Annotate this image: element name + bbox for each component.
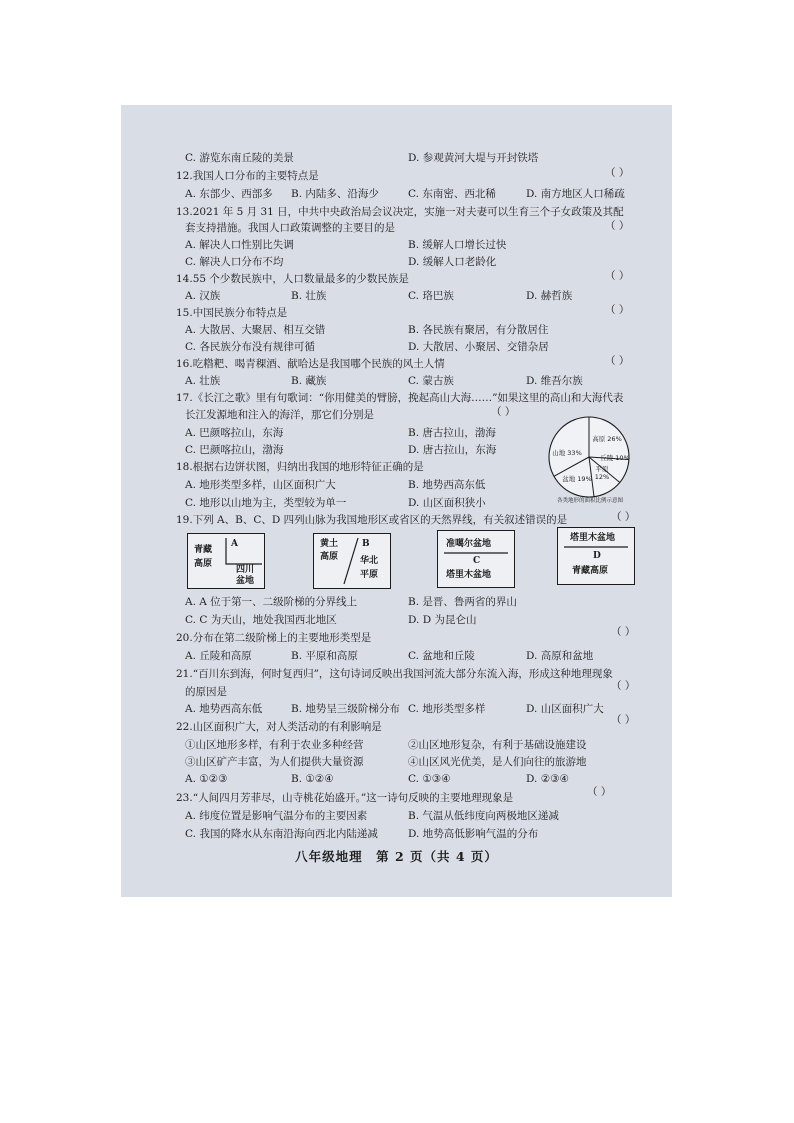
- q14-answer-paren: （ ）: [605, 270, 630, 282]
- q19-option-a: A. A 位于第一、二级阶梯的分界线上: [185, 596, 358, 608]
- box-a-region-br-1: 四川: [236, 565, 255, 575]
- q22-option-b: B. ①②④: [291, 773, 334, 785]
- mountain-box-d: [557, 527, 635, 585]
- q23-option-c: C. 我国的降水从东南沿海向西北内陆递减: [185, 828, 378, 840]
- q16-option-b: B. 藏族: [291, 375, 327, 387]
- q19-option-c: C. C 为天山，地处我国西北地区: [185, 614, 337, 626]
- q18-option-c: C. 地形以山地为主，类型较为单一: [185, 497, 347, 509]
- pie-label-丘陵: 丘陵 10%: [600, 454, 630, 462]
- q16-option-c: C. 蒙古族: [408, 375, 454, 387]
- q23-option-a: A. 纬度位置是影响气温分布的主要因素: [185, 810, 368, 822]
- box-c-region-top: 准噶尔盆地: [446, 539, 492, 549]
- box-b-region-tl-2: 高原: [320, 552, 339, 562]
- terrain-pie-svg: [535, 415, 643, 499]
- box-a-letter: A: [231, 539, 238, 549]
- mountain-box-b: [313, 533, 391, 589]
- q22-statement-2: ②山区地形复杂，有利于基础设施建设: [408, 739, 587, 751]
- q21-option-a: A. 地势西高东低: [185, 703, 263, 715]
- box-b-letter: B: [362, 539, 370, 549]
- pie-label-高原: 高原 26%: [592, 435, 622, 443]
- q21-answer-paren: （ ）: [611, 680, 636, 692]
- box-a-region-tl-1: 青藏: [194, 545, 213, 555]
- q22-statement-1: ①山区地形多样，有利于农业多种经营: [185, 739, 364, 751]
- q20-stem: 20.分布在第二级阶梯上的主要地形类型是: [176, 632, 372, 644]
- q18-option-a: A. 地形类型多样，山区面积广大: [185, 479, 336, 491]
- pie-chart-caption: 各类地形的面积比例示意图: [556, 498, 623, 504]
- q12-option-c: C. 东南密、西北稀: [408, 188, 496, 200]
- q14-stem: 14.55 个少数民族中，人口数量最多的少数民族是: [176, 273, 409, 285]
- q12-stem: 12.我国人口分布的主要特点是: [176, 170, 319, 182]
- mountain-box-c: [437, 530, 515, 588]
- box-d-letter: D: [593, 551, 601, 561]
- q18-option-b: B. 地势西高东低: [408, 479, 486, 491]
- q17-option-a: A. 巴颜喀拉山，东海: [185, 427, 284, 439]
- q13-option-a: A. 解决人口性别比失调: [185, 239, 294, 251]
- q19-option-b: B. 是晋、鲁两省的界山: [408, 596, 517, 608]
- q21-stem-line2: 的原因是: [185, 686, 227, 698]
- q15-answer-paren: （ ）: [605, 304, 630, 316]
- q13-option-b: B. 缓解人口增长过快: [408, 239, 507, 251]
- q19-option-d: D. D 为昆仑山: [408, 614, 477, 626]
- q15-option-a: A. 大散居、大聚居、相互交错: [185, 324, 326, 336]
- q12-option-d: D. 南方地区人口稀疏: [526, 188, 625, 200]
- q17-option-c: C. 巴颜喀拉山，渤海: [185, 444, 284, 456]
- q15-option-d: D. 大散居、小聚居、交错杂居: [408, 341, 549, 353]
- q13-stem-line1: 13.2021 年 5 月 31 日，中共中央政治局会议决定，实施一对夫妻可以生育三个子女政策及其配: [176, 206, 624, 218]
- q16-stem: 16.吃糌粑、喝青稞酒、献哈达是我国哪个民族的风土人情: [176, 358, 445, 370]
- q23-stem: 23.“人间四月芳菲尽，山寺桃花始盛开。”这一诗句反映的主要地理现象是: [176, 792, 514, 804]
- q11-option-d: D. 参观黄河大堤与开封铁塔: [408, 152, 539, 164]
- q22-statement-3: ③山区矿产丰富，为人们提供大量资源: [185, 756, 364, 768]
- q20-option-b: B. 平原和高原: [291, 650, 358, 662]
- q20-option-d: D. 高原和盆地: [526, 650, 594, 662]
- q22-option-d: D. ②③④: [526, 773, 569, 785]
- mountain-box-a: [187, 533, 265, 589]
- box-b-region-tl-1: 黄土: [320, 539, 339, 549]
- box-c-letter: C: [473, 556, 481, 566]
- q19-stem: 19.下列 A、B、C、D 四列山脉为我国地形区或省区的天然界线，有关叙述错误的是: [176, 514, 568, 526]
- q12-option-b: B. 内陆多、沿海少: [291, 188, 379, 200]
- box-a-region-tl-2: 高原: [194, 559, 213, 569]
- q23-answer-paren: （ ）: [587, 786, 612, 798]
- q18-stem: 18.根据右边饼状图，归纳出我国的地形特征正确的是: [176, 461, 424, 473]
- box-b-region-br-2: 平原: [360, 570, 379, 580]
- q23-option-b: B. 气温从低纬度向两极地区递减: [408, 810, 559, 822]
- q21-stem-line1: 21.“百川东到海，何时复西归”，这句诗词反映出我国河流大部分东流入海，形成这种地理现象: [176, 668, 613, 680]
- q11-option-c: C. 游览东南丘陵的美景: [185, 152, 294, 164]
- q15-option-b: B. 各民族有聚居，有分散居住: [408, 324, 549, 336]
- box-d-region-bottom: 青藏高原: [572, 566, 609, 576]
- q20-option-a: A. 丘陵和高原: [185, 650, 252, 662]
- q17-option-d: D. 唐古拉山，东海: [408, 444, 497, 456]
- box-b-region-br-1: 华北: [360, 556, 379, 566]
- q16-option-a: A. 壮族: [185, 375, 221, 387]
- q13-option-c: C. 解决人口分布不均: [185, 256, 284, 268]
- q15-stem: 15.中国民族分布特点是: [176, 307, 288, 319]
- q13-answer-paren: （ ）: [605, 220, 630, 232]
- q19-answer-paren: （ ）: [611, 511, 636, 523]
- q22-statement-4: ④山区风光优美，是人们向往的旅游地: [408, 756, 587, 768]
- exam-page: [121, 105, 672, 897]
- q22-option-c: C. ①③④: [408, 773, 451, 785]
- q17-stem-line2: 长江发源地和注入的海洋，那它们分别是: [185, 409, 374, 421]
- q14-option-d: D. 赫哲族: [526, 290, 573, 302]
- q16-option-d: D. 维吾尔族: [526, 375, 583, 387]
- q20-answer-paren: （ ）: [611, 626, 636, 638]
- q21-option-c: C. 地形类型多样: [408, 703, 486, 715]
- q14-option-b: B. 壮族: [291, 290, 327, 302]
- box-c-region-bottom: 塔里木盆地: [446, 570, 492, 580]
- box-a-region-br-2: 盆地: [236, 576, 255, 586]
- q17-answer-paren: （ ）: [491, 406, 516, 418]
- q13-option-d: D. 缓解人口老龄化: [408, 256, 497, 268]
- pie-label-山地: 山地 33%: [552, 449, 582, 457]
- q21-option-d: D. 山区面积广大: [526, 703, 604, 715]
- box-d-region-top: 塔里木盆地: [570, 533, 616, 543]
- q16-answer-paren: （ ）: [605, 355, 630, 367]
- q15-option-c: C. 各民族分布没有规律可循: [185, 341, 315, 353]
- pie-label-盆地: 盆地 19%: [562, 475, 592, 483]
- q14-option-c: C. 珞巴族: [408, 290, 454, 302]
- q20-option-c: C. 盆地和丘陵: [408, 650, 475, 662]
- q12-option-a: A. 东部少、西部多: [185, 188, 273, 200]
- q13-stem-line2: 套支持措施。我国人口政策调整的主要目的是: [185, 222, 395, 234]
- q14-option-a: A. 汉族: [185, 290, 221, 302]
- q23-option-d: D. 地势高低影响气温的分布: [408, 828, 539, 840]
- q21-option-b: B. 地势呈三级阶梯分布: [291, 703, 400, 715]
- q18-option-d: D. 山区面积狭小: [408, 497, 486, 509]
- q22-option-a: A. ①②③: [185, 773, 228, 785]
- q22-answer-paren: （ ）: [611, 714, 636, 726]
- q17-stem-line1: 17.《长江之歌》里有句歌词：“你用健美的臂膀，挽起高山大海……”如果这里的高山和大海代表: [176, 392, 624, 404]
- q22-stem: 22.山区面积广大，对人类活动的有利影响是: [176, 721, 382, 733]
- q12-answer-paren: （ ）: [605, 167, 630, 179]
- page-footer: 八年级地理 第 2 页（共 4 页）: [295, 849, 498, 864]
- pie-label-平原: 平原 12%: [594, 465, 610, 481]
- q17-option-b: B. 唐古拉山，渤海: [408, 427, 496, 439]
